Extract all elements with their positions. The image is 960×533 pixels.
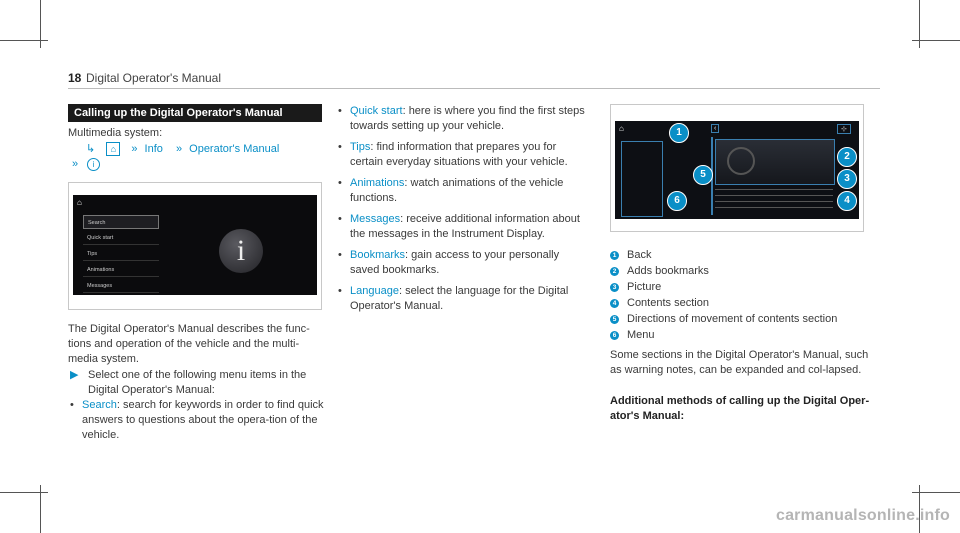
list-item [336,140,586,170]
feature-list [336,104,586,320]
callout-5: 5 [693,165,713,185]
screen-menu-item: Search [83,215,159,229]
term: Quick start [350,105,403,117]
page-number: 18 [68,71,82,85]
home-icon: ⌂ [77,198,82,207]
info-circle-icon: i [219,229,263,273]
annotated-screenshot-frame [610,104,864,232]
term: Animations [350,177,405,189]
screen-menu-item: Animations [83,263,159,277]
subheading: Additional methods of calling up the Digital Oper-ator's Manual: [610,395,870,422]
term: Language [350,285,399,297]
contents-lines [715,189,833,213]
manual-start-screen [73,195,317,295]
screen-menu-item: Messages [83,279,159,293]
list-item [68,398,326,443]
legend-badge: 4 [610,299,619,308]
term-desc: : here is where you find the first steps towards setting up your vehicle. [350,105,585,132]
watermark-text: carmanualsonline.info [775,507,950,524]
list-item [336,212,586,242]
legend-badge: 1 [610,251,619,260]
home-icon: ⌂ [106,142,120,156]
term-desc: : find information that prepares you for certain everyday situations with your vehicle. [350,141,568,168]
arrow-right-turn-icon: ↳ [86,143,96,155]
legend-item [610,248,651,263]
legend-label: Picture [627,281,662,293]
list-item [336,104,586,134]
callout-6: 6 [667,191,687,211]
screenshot-frame [68,182,322,310]
callout-3: 3 [837,169,857,189]
legend-badge: 6 [610,331,619,340]
step-block [68,368,326,443]
screen-menu-item: Quick start [83,231,159,245]
steering-wheel-icon [727,147,755,175]
legend-item [610,264,709,279]
legend-label: Adds bookmarks [627,265,709,277]
term-search: Search [82,399,117,411]
list-item [336,176,586,206]
menu-section [621,141,663,217]
menu-path [86,142,279,156]
header-rule [68,88,880,89]
bookmark-icon: ⊹ [837,124,851,134]
system-label: Multimedia system: [68,127,163,139]
callout-2: 2 [837,147,857,167]
term-desc: : receive additional information about the messages in the Instrument Display. [350,213,580,240]
section-title: Calling up the Digital Operator's Manual [68,104,322,122]
legend-item [610,312,837,327]
term-desc: : gain access to your personally saved bookmarks. [350,249,560,276]
term: Messages [350,213,401,225]
double-chevron-icon: » [131,143,138,155]
crop-mark [912,492,960,493]
legend-badge: 2 [610,267,619,276]
page-header-title: Digital Operator's Manual [86,71,222,85]
legend-item [610,296,709,311]
legend-badge: 3 [610,283,619,292]
menu-path-second [72,158,100,171]
double-chevron-icon: » [72,158,79,170]
term: Bookmarks [350,249,406,261]
legend-label: Back [627,249,652,261]
list-item [336,248,586,278]
expand-note: Some sections in the Digital Operator's Manual, such as warning notes, can be expanded and col-lapsed. [610,349,869,376]
info-icon: i [87,158,100,171]
path-manual: Operator's Manual [189,143,280,155]
crop-mark [0,492,48,493]
term: Tips [350,141,371,153]
step-arrow-icon: ▶ [70,369,79,381]
crop-mark [0,40,48,41]
legend-label: Contents section [627,297,709,309]
term-desc: : select the language for the Digital Operator's Manual. [350,285,569,312]
legend-item [610,280,661,295]
home-icon: ⌂ [619,124,624,133]
legend-label: Directions of movement of contents section [627,313,838,325]
callout-1: 1 [669,123,689,143]
back-icon: ‹ [711,124,719,133]
callout-4: 4 [837,191,857,211]
term-desc: : search for keywords in order to find quick answers to questions about the opera-tion of the vehicle. [82,399,324,441]
legend-item [610,328,655,343]
term-desc: : watch animations of the vehicle functions. [350,177,564,204]
step-text: Select one of the following menu items in the Digital Operator's Manual: [88,369,307,396]
legend-label: Menu [627,329,655,341]
legend-badge: 5 [610,315,619,324]
path-info: Info [144,143,163,155]
screen-menu-item: Tips [83,247,159,261]
crop-mark [912,40,960,41]
list-item [336,284,586,314]
intro-paragraph: The Digital Operator's Manual describes the func-tions and operation of the vehicle and the multi-media system. [68,323,310,365]
double-chevron-icon: » [175,143,183,155]
manual-content-screen [615,121,859,219]
